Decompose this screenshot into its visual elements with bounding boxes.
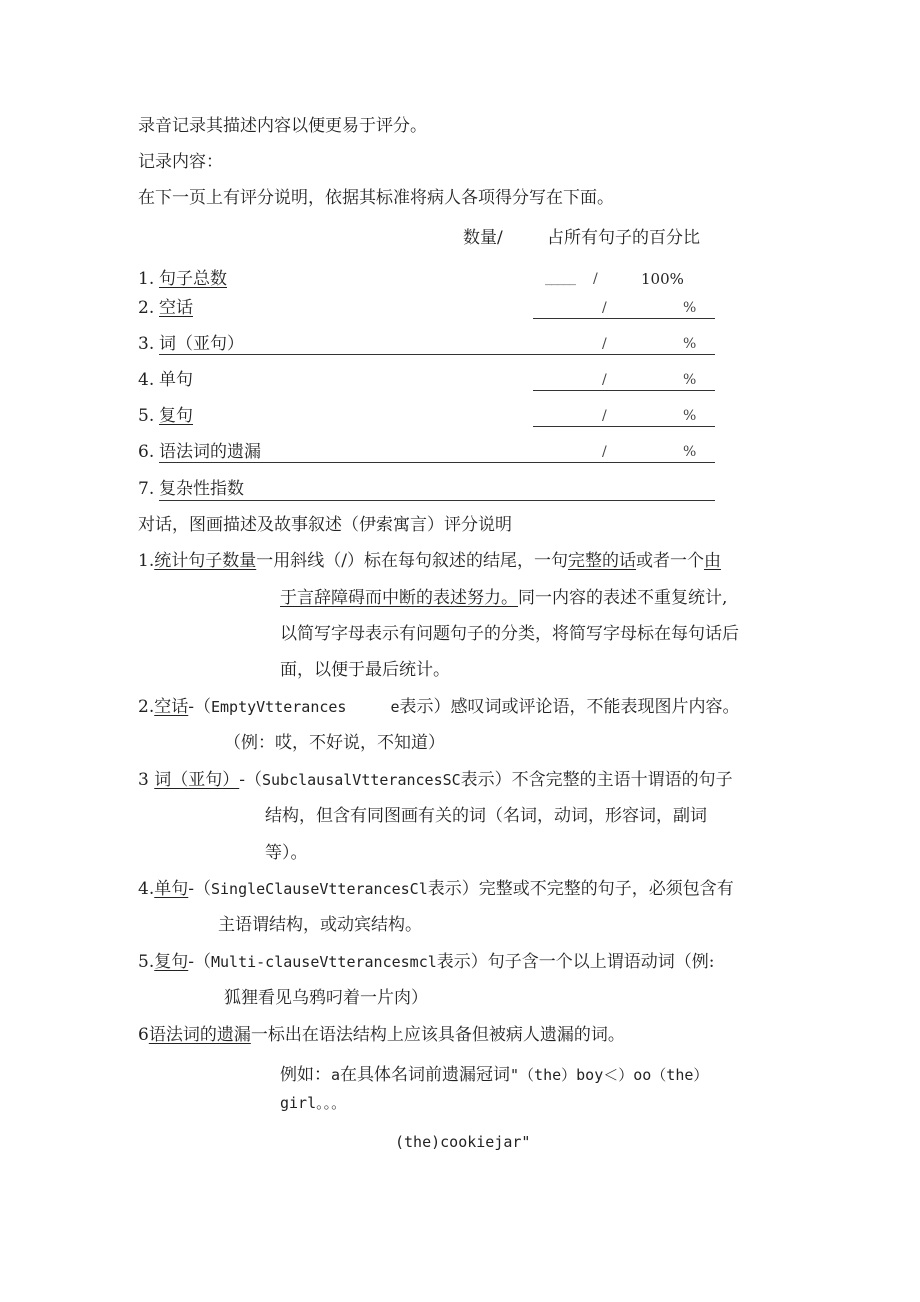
row-4-num: 4. (138, 370, 155, 390)
row-4-slash: / (602, 372, 607, 388)
item-6-line-1: 6语法词的遗漏一标出在语法结构上应该具备但被病人遗漏的词。 (138, 1025, 625, 1045)
item-1-line-2: 于言辞障碍而中断的表述努力。同一内容的表述不重复统计, (280, 588, 728, 608)
row-6-slash: / (602, 444, 607, 460)
row-1-value: 100% (641, 270, 684, 288)
row-2-label: 空话 (159, 298, 193, 318)
row-5-num: 5. (138, 406, 155, 426)
row-6-label: 语法词的遗漏 (159, 442, 261, 462)
item-3-line-2: 结构，但含有同图画有关的词（名词，动词，形容词，副词 (265, 806, 707, 826)
item-1-line-1: 1.统计句子数量一用斜线（/）标在每句叙述的结尾，一句完整的话或者一个由 (138, 551, 721, 571)
row-5-value: % (683, 408, 697, 424)
intro-line-1: 录音记录其描述内容以便更易于评分。 (138, 116, 427, 136)
guide-title: 对话，图画描述及故事叙述（伊索寓言）评分说明 (138, 515, 512, 535)
item-6-example-line-2: girl。。。 (280, 1094, 347, 1112)
item-5-line-1: 5.复句-（Multi-clauseVtterancesmcl表示）句子含一个以上谓语动词（例: (138, 952, 715, 972)
row-4-rule (533, 390, 715, 391)
row-1-blank: _____ (545, 270, 575, 286)
item-2-term: 空话 (154, 697, 189, 717)
row-2-rule (533, 318, 715, 319)
row-3-rule (159, 354, 715, 355)
row-5-slash: / (602, 408, 607, 424)
row-3-value: % (683, 336, 697, 352)
header-percent: 占所有句子的百分比 (547, 228, 700, 248)
item-6-term: 语法词的遗漏 (148, 1025, 251, 1045)
row-7-num: 7. (138, 479, 155, 499)
row-3-num: 3. (138, 334, 155, 354)
item-2-line-2: （例：哎，不好说，不知道） (224, 733, 445, 753)
row-1-slash: / (593, 271, 598, 287)
item-3-line-3: 等）。 (265, 843, 308, 863)
item-4-line-1: 4.单句-（SingleClauseVtterancesCl表示）完整或不完整的句子，必须包含有 (138, 879, 734, 899)
item-5-line-2: 狐狸看见乌鸦叼着一片肉） (224, 988, 428, 1008)
row-6-value: % (683, 444, 697, 460)
row-7-rule (159, 500, 715, 501)
item-4-term: 单句 (154, 879, 189, 899)
item-4-line-2: 主语谓结构，或动宾结构。 (218, 915, 422, 935)
row-2-value: % (683, 300, 697, 316)
item-1-line-4: 面，以便于最后统计。 (280, 660, 450, 680)
row-4-label: 单句 (159, 370, 193, 390)
row-2-slash: / (602, 300, 607, 316)
row-6-rule (159, 462, 715, 463)
row-3-label: 词（亚句） (159, 334, 244, 354)
row-4-value: % (683, 372, 697, 388)
intro-line-2: 记录内容： (138, 152, 223, 172)
item-2-line-1: 2.空话-（EmptyVtterances e表示）感叹词或评论语，不能表现图片内容。 (138, 697, 740, 717)
item-1-term: 统计句子数量 (154, 551, 257, 571)
row-5-rule (533, 426, 715, 427)
item-5-term: 复句 (154, 952, 189, 972)
row-1-label: 句子总数 (159, 269, 227, 289)
item-6-example-line-3: (the)cookiejar" (395, 1133, 531, 1151)
row-2-num: 2. (138, 298, 155, 318)
row-1-num: 1. (138, 269, 155, 289)
row-3-slash: / (602, 336, 607, 352)
item-6-example-line-1: 例如：a在具体名词前遗漏冠词"（the）boy＜）oo（the） (280, 1065, 709, 1085)
row-6-num: 6. (138, 442, 155, 462)
header-count: 数量/ (463, 228, 503, 248)
row-7-label: 复杂性指数 (159, 479, 244, 499)
item-3-line-1: 3 词（亚句）-（SubclausalVtterancesSC表示）不含完整的主语十谓语的句子 (138, 770, 733, 790)
item-3-term: 词（亚句） (154, 770, 240, 790)
row-5-label: 复句 (159, 406, 193, 426)
item-1-line-3: 以简写字母表示有问题句子的分类，将简写字母标在每句话后 (280, 624, 739, 644)
intro-line-3: 在下一页上有评分说明，依据其标准将病人各项得分写在下面。 (138, 188, 614, 208)
